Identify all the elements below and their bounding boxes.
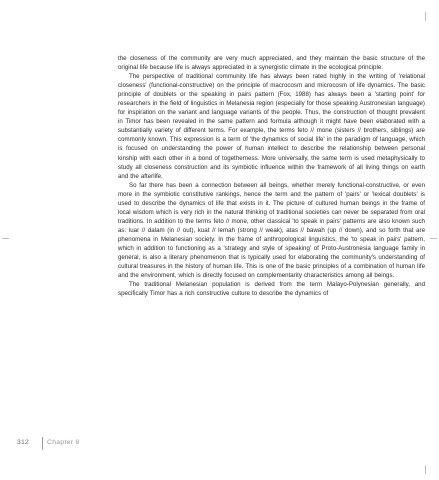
page-footer — [0, 437, 439, 451]
paragraph: So far there has been a connection between all beings, whether merely functional-constructive, or even more in the symbiotic constitutive rankings, hence the term and the pattern of 'pairs' or 'lexical doublets' is used to describe the dynamics of life that exists in it. The picture of cultured human beings in the frame of local wisdom which is very rich in the natural thinking of traditional societies can never be separated from oral traditions. In addition to the terms feto // mone, other classical 'to speak in pairs' patterns are also known such as: luar // dalam (in // out), kuat // lemah (strong // weak), atas // bawah (up // down), and so forth that are phenomena in Melanesian society. In the frame of anthropological linguistics, the 'to speak in pairs' pattern, which in addition to functioning as a 'strategy and style of speaking' of Proto-Austronesia language family in general, is also a literary phenomenon that is typically used for elaborating the community's understanding of cultural treasures in the history of human life. This is one of the basic principles of a combination of human life and the environment, which is directly focused on complementarity characteristics among all beings. — [118, 181, 425, 280]
footer-divider — [42, 437, 43, 450]
paragraph: The perspective of traditional community life has always been rated highly in the writing of 'relational closeness' (functional-constructive) on the principle of macrocosm and microcosm of life dynamics. The basic principle of doublets or the speaking in pairs pattern (Fox, 1988) has always been a 'starting point' for researchers in the field of linguistics in Melanesia region (especially for those speaking Austronesian language) for inspiration on the variant and language variants of the people. Thus, the construction of thought prevalent in Timor has been revealed in the same pattern and formula although it might have been elaborated with a substantially variety of different terms. For example, the terms feto // mone (sisters // brothers, siblings) are commonly known. This expression is a term of 'the dynamics of social life' in the paradigm of language, which is focused on understanding the power of human intellect to describe the relationship between personal kinship with each other in a bond of togetherness. More universally, the same term is used metaphysically to study all closeness construction and its symbiotic influence within the framework of all living things on earth and the afterlife. — [118, 73, 425, 180]
paragraph: the closeness of the community are very much appreciated, and they maintain the basic structure of the original life because life is always appreciated in a synergistic climate in the ecological principle. — [118, 55, 425, 72]
crop-mark-bottom-right — [425, 465, 426, 474]
body-text — [118, 54, 425, 298]
crop-mark-left — [2, 238, 9, 239]
page-number: 312 — [17, 439, 29, 446]
crop-mark-top-right — [425, 12, 426, 21]
paragraph: The traditional Melanesian population is derived from the term Malayo-Polynesian generally, and specifically Timor has a rich constructive culture to describe the dynamics of — [118, 281, 425, 298]
crop-mark-right — [430, 238, 437, 239]
running-head: Chapter 8 — [47, 439, 80, 446]
